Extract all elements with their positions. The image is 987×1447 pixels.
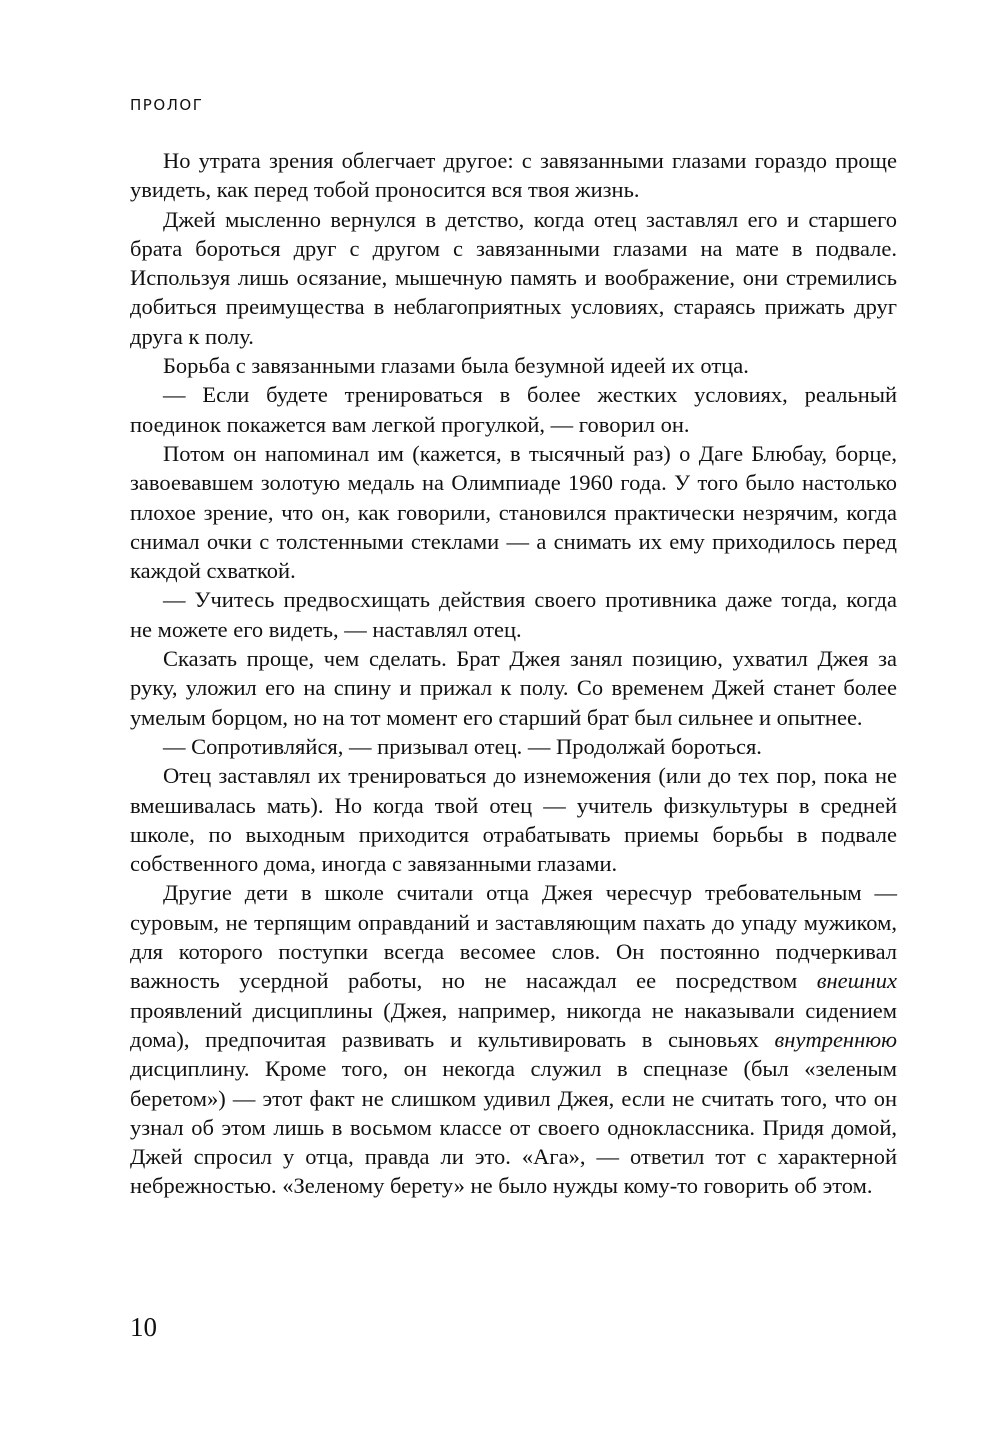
paragraph: Борьба с завязанными глазами была безумной идеей их отца. bbox=[163, 353, 749, 379]
text-segment: Другие дети в школе считали отца Джея чересчур требовательным — суровым, не терпящим оправданий и заставляющим пахать до упаду мужиком, для которого поступки всегда весомее слов. Он постоянно подчеркивал важность усердной работы, но не насаждал ее посредством bbox=[130, 880, 897, 994]
emphasis-text: внешних bbox=[816, 968, 897, 994]
paragraph: Потом он напоминал им (кажется, в тысячный раз) о Даге Блюбау, борце, завоевавшем золотую медаль на Олимпиаде 1960 года. У того было настолько плохое зрение, что он, как говорили, становился практически незрячим, когда снимал очки с толстенными стеклами — а снимать их ему приходилось перед каждой схваткой. bbox=[130, 440, 897, 584]
body-text bbox=[130, 146, 897, 1201]
paragraph: Но утрата зрения облегчает другое: с завязанными глазами гораздо проще увидеть, как перед тобой проносится вся твоя жизнь. bbox=[130, 148, 897, 203]
paragraph: Отец заставлял их тренироваться до изнеможения (или до тех пор, пока не вмешивалась мать). Но когда твой отец — учитель физкультуры в средней школе, по выходным приходится отрабатывать приемы борьбы в подвале собственного дома, иногда с завязанными глазами. bbox=[130, 763, 897, 877]
text-segment: дисциплину. Кроме того, он некогда служил в спецназе (был «зеленым беретом») — этот факт не слишком удивил Джея, если не считать того, что он узнал об этом лишь в восьмом классе от своего одноклассника. Придя домой, Джей спросил у отца, правда ли это. «Ага», — ответил тот с характерной небрежностью. «Зеленому берету» не было нужды кому-то говорить об этом. bbox=[130, 1056, 897, 1199]
paragraph: Сказать проще, чем сделать. Брат Джея занял позицию, ухватил Джея за руку, уложил его на спину и прижал к полу. Со временем Джей станет более умелым борцом, но на тот момент его старший брат был сильнее и опытнее. bbox=[130, 646, 897, 730]
dialogue-paragraph: — Если будете тренироваться в более жестких условиях, реальный поединок покажется вам легкой прогулкой, — говорил он. bbox=[130, 382, 897, 437]
page-number: 10 bbox=[130, 1312, 157, 1342]
paragraph: Джей мысленно вернулся в детство, когда отец заставлял его и старшего брата бороться друг с другом с завязанными глазами на мате в подвале. Используя лишь осязание, мышечную память и воображение, они стремились добиться преимущества в неблагоприятных условиях, стараясь прижать друг друга к полу. bbox=[130, 206, 897, 349]
text-segment: проявлений дисциплины (Джея, например, никогда не наказывали сидением дома), предпочитая развивать и культивировать в сыновьях bbox=[130, 997, 897, 1052]
emphasis-text: внутреннюю bbox=[774, 1026, 897, 1052]
dialogue-paragraph: — Сопротивляйся, — призывал отец. — Продолжай бороться. bbox=[163, 733, 762, 759]
running-header: ПРОЛОГ bbox=[130, 96, 204, 114]
dialogue-paragraph: — Учитесь предвосхищать действия своего противника даже тогда, когда не можете его видеть, — наставлял отец. bbox=[130, 587, 897, 642]
paragraph-with-emphasis bbox=[130, 878, 897, 1200]
